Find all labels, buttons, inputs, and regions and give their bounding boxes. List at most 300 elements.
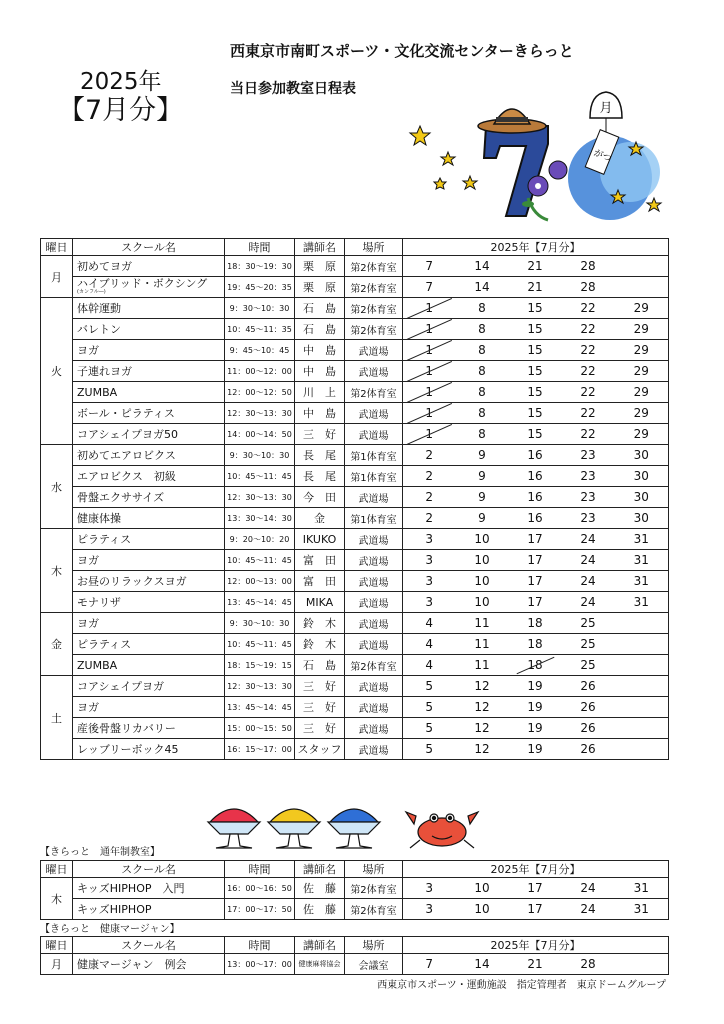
class-name-cell <box>73 340 225 361</box>
class-name: ピラティス <box>77 637 132 651</box>
table-row <box>41 676 669 697</box>
class-name: ZUMBA <box>77 385 118 399</box>
date-cell: 8 <box>456 424 509 445</box>
class-name-cell <box>73 954 225 975</box>
class-name: 初めてヨガ <box>77 259 132 273</box>
date-cell: 26 <box>562 697 615 718</box>
place-cell: 第1体育室 <box>345 466 403 487</box>
class-name-cell <box>73 739 225 760</box>
date-cell: 12 <box>456 718 509 739</box>
place-cell: 武道場 <box>345 613 403 634</box>
place-cell: 第2体育室 <box>345 319 403 340</box>
date-cell <box>615 676 669 697</box>
instructor-cell: 三 好 <box>295 676 345 697</box>
date-cell: 19 <box>509 697 562 718</box>
date-cell: 24 <box>562 878 615 899</box>
table-row <box>41 739 669 760</box>
header-time: 時間 <box>225 937 295 954</box>
date-cell: 10 <box>456 550 509 571</box>
date-cell: 24 <box>562 550 615 571</box>
date-cell: 23 <box>562 445 615 466</box>
date-cell: 4 <box>403 655 456 676</box>
time-cell: 18：15～19：15 <box>225 655 295 676</box>
date-cell: 16 <box>509 487 562 508</box>
date-cell: 15 <box>509 361 562 382</box>
place-cell: 武道場 <box>345 697 403 718</box>
date-cell: 9 <box>456 445 509 466</box>
header-place: 場所 <box>345 861 403 878</box>
date-cell: 8 <box>456 340 509 361</box>
number-seven-shape <box>484 126 548 216</box>
place-cell: 武道場 <box>345 529 403 550</box>
place-cell: 武道場 <box>345 340 403 361</box>
header-instructor: 講師名 <box>295 239 345 256</box>
header-dates: 2025年【7月分】 <box>403 861 669 878</box>
date-cell: 12 <box>456 739 509 760</box>
class-name-cell <box>73 487 225 508</box>
instructor-cell: 佐 藤 <box>295 878 345 899</box>
date-cell: 2 <box>403 445 456 466</box>
class-name: 子連れヨガ <box>77 364 132 378</box>
date-cell: 29 <box>615 319 669 340</box>
date-cell: 21 <box>509 954 562 975</box>
class-name: 骨盤エクササイズ <box>77 490 165 504</box>
date-cell: 30 <box>615 466 669 487</box>
date-cell: 14 <box>456 277 509 298</box>
class-subtitle: (カンフル―) <box>77 289 106 295</box>
time-cell: 9：30～10：30 <box>225 613 295 634</box>
date-cell: 23 <box>562 466 615 487</box>
table-row <box>41 424 669 445</box>
date-cell: 15 <box>509 424 562 445</box>
instructor-cell: 中 島 <box>295 361 345 382</box>
date-cell: 17 <box>509 571 562 592</box>
instructor-cell: 富 田 <box>295 550 345 571</box>
date-cell <box>615 739 669 760</box>
date-cell: 25 <box>562 655 615 676</box>
date-cell: 5 <box>403 718 456 739</box>
date-cell <box>615 718 669 739</box>
class-name: ZUMBA <box>77 658 118 672</box>
place-cell: 武道場 <box>345 634 403 655</box>
class-name-cell <box>73 697 225 718</box>
instructor-cell: 鈴 木 <box>295 613 345 634</box>
header-dates: 2025年【7月分】 <box>403 239 669 256</box>
class-name: キッズHIPHOP <box>77 902 152 916</box>
class-name: ピラティス <box>77 532 132 546</box>
bell-label: 月 <box>599 101 613 116</box>
date-cell: 24 <box>562 592 615 613</box>
date-cell: 31 <box>615 550 669 571</box>
page-subtitle: 当日参加教室日程表 <box>230 81 356 97</box>
time-cell: 12：30～13：30 <box>225 487 295 508</box>
instructor-cell: 三 好 <box>295 424 345 445</box>
class-name-cell <box>73 718 225 739</box>
date-cell: 3 <box>403 878 456 899</box>
date-cell: 29 <box>615 298 669 319</box>
date-cell: 28 <box>562 277 615 298</box>
instructor-cell: 栗 原 <box>295 256 345 277</box>
time-cell: 13：45～14：45 <box>225 697 295 718</box>
date-cell-cancelled: 1 <box>403 424 456 445</box>
place-cell: 第2体育室 <box>345 298 403 319</box>
place-cell: 会議室 <box>345 954 403 975</box>
date-cell: 15 <box>509 403 562 424</box>
date-cell: 4 <box>403 634 456 655</box>
class-name: ヨガ <box>77 343 99 357</box>
instructor-cell: 健康麻将協会 <box>295 954 345 975</box>
date-cell: 3 <box>403 899 456 920</box>
mahjong-section-title: 【きらっと 健康マージャン】 <box>40 924 180 935</box>
table-row <box>41 298 669 319</box>
table-row <box>41 445 669 466</box>
date-cell: 29 <box>615 424 669 445</box>
date-cell: 22 <box>562 340 615 361</box>
date-cell: 2 <box>403 508 456 529</box>
class-name-cell <box>73 424 225 445</box>
date-cell: 29 <box>615 361 669 382</box>
date-cell <box>615 613 669 634</box>
table-row <box>41 655 669 676</box>
time-cell: 12：30～13：30 <box>225 676 295 697</box>
date-cell: 5 <box>403 697 456 718</box>
header-class: スクール名 <box>73 239 225 256</box>
class-name-cell <box>73 256 225 277</box>
class-name: コアシェイプヨガ50 <box>77 427 179 441</box>
place-cell: 第2体育室 <box>345 382 403 403</box>
time-cell: 16：00～16：50 <box>225 878 295 899</box>
date-cell: 15 <box>509 298 562 319</box>
table-row <box>41 718 669 739</box>
day-cell: 土 <box>41 676 73 760</box>
place-cell: 武道場 <box>345 403 403 424</box>
date-cell: 31 <box>615 592 669 613</box>
instructor-cell: 鈴 木 <box>295 634 345 655</box>
date-cell: 18 <box>509 634 562 655</box>
instructor-cell: スタッフ <box>295 739 345 760</box>
date-cell: 11 <box>456 655 509 676</box>
class-name-cell <box>73 878 225 899</box>
day-cell: 月 <box>41 954 73 975</box>
table-row <box>41 550 669 571</box>
header-day: 曜日 <box>41 239 73 256</box>
header-place: 場所 <box>345 239 403 256</box>
date-cell: 19 <box>509 739 562 760</box>
date-cell: 3 <box>403 529 456 550</box>
time-cell: 10：45～11：45 <box>225 634 295 655</box>
date-cell: 26 <box>562 718 615 739</box>
month-label: 【7月分】 <box>58 95 184 126</box>
date-cell: 5 <box>403 739 456 760</box>
place-cell: 武道場 <box>345 718 403 739</box>
date-cell: 23 <box>562 487 615 508</box>
class-name: エアロビクス 初級 <box>77 469 176 483</box>
class-name-cell <box>73 508 225 529</box>
class-name: 産後骨盤リカバリー <box>77 721 176 735</box>
date-cell-cancelled: 18 <box>509 655 562 676</box>
center-name: 西東京市南町スポーツ・文化交流センターきらっと <box>230 42 574 60</box>
instructor-cell: 長 尾 <box>295 466 345 487</box>
class-name-cell <box>73 899 225 920</box>
instructor-cell: 石 島 <box>295 319 345 340</box>
table-row <box>41 697 669 718</box>
class-name: バレトン <box>77 322 121 336</box>
class-name-cell <box>73 445 225 466</box>
place-cell: 武道場 <box>345 739 403 760</box>
date-cell: 16 <box>509 466 562 487</box>
date-cell: 7 <box>403 277 456 298</box>
time-cell: 16：15～17：00 <box>225 739 295 760</box>
date-cell: 24 <box>562 571 615 592</box>
header-row <box>41 937 669 954</box>
date-cell: 3 <box>403 571 456 592</box>
table-row <box>41 634 669 655</box>
date-cell: 9 <box>456 508 509 529</box>
date-cell: 28 <box>562 256 615 277</box>
table-row <box>41 487 669 508</box>
tanabata-illustration <box>408 86 668 230</box>
instructor-cell: 中 島 <box>295 403 345 424</box>
table-row <box>41 340 669 361</box>
header-place: 場所 <box>345 937 403 954</box>
table-row <box>41 613 669 634</box>
place-cell: 武道場 <box>345 592 403 613</box>
date-cell: 17 <box>509 899 562 920</box>
header-class: スクール名 <box>73 861 225 878</box>
date-cell: 17 <box>509 529 562 550</box>
table-row <box>41 508 669 529</box>
date-cell: 31 <box>615 571 669 592</box>
header-time: 時間 <box>225 861 295 878</box>
date-cell: 15 <box>509 319 562 340</box>
time-cell: 12：00～12：50 <box>225 382 295 403</box>
date-cell-cancelled: 1 <box>403 298 456 319</box>
date-cell: 17 <box>509 592 562 613</box>
instructor-cell: 金 <box>295 508 345 529</box>
time-cell: 13：30～14：30 <box>225 508 295 529</box>
day-cell: 金 <box>41 613 73 676</box>
class-name-cell <box>73 319 225 340</box>
class-name: ヨガ <box>77 553 99 567</box>
place-cell: 武道場 <box>345 550 403 571</box>
crab-icon <box>406 812 478 848</box>
class-name-cell <box>73 382 225 403</box>
class-name: ボール・ピラティス <box>77 406 175 420</box>
day-cell: 水 <box>41 445 73 529</box>
time-cell: 17：00～17：50 <box>225 899 295 920</box>
place-cell: 第1体育室 <box>345 445 403 466</box>
day-cell: 火 <box>41 298 73 445</box>
regular-schedule-table <box>40 860 669 920</box>
class-name: キッズHIPHOP 入門 <box>77 881 185 895</box>
footer-note: 西東京市スポーツ・運動施設 指定管理者 東京ドームグループ <box>377 980 666 991</box>
date-cell <box>615 697 669 718</box>
class-name: ヨガ <box>77 700 99 714</box>
class-name: 健康マージャン 例会 <box>77 957 187 971</box>
day-cell: 木 <box>41 529 73 613</box>
date-cell: 31 <box>615 899 669 920</box>
place-cell: 第2体育室 <box>345 878 403 899</box>
date-cell: 22 <box>562 319 615 340</box>
place-cell: 第2体育室 <box>345 899 403 920</box>
instructor-cell: IKUKO <box>295 529 345 550</box>
date-cell: 5 <box>403 676 456 697</box>
date-cell-cancelled: 1 <box>403 361 456 382</box>
date-cell: 8 <box>456 403 509 424</box>
date-cell: 10 <box>456 878 509 899</box>
date-cell: 30 <box>615 508 669 529</box>
date-cell: 8 <box>456 298 509 319</box>
place-cell: 武道場 <box>345 676 403 697</box>
date-cell: 9 <box>456 466 509 487</box>
date-cell-cancelled: 1 <box>403 382 456 403</box>
date-cell: 22 <box>562 403 615 424</box>
instructor-cell: 石 島 <box>295 655 345 676</box>
time-cell: 11：00～12：00 <box>225 361 295 382</box>
instructor-cell: MIKA <box>295 592 345 613</box>
header-instructor: 講師名 <box>295 861 345 878</box>
header-row <box>41 239 669 256</box>
place-cell: 第2体育室 <box>345 277 403 298</box>
table-row <box>41 954 669 975</box>
date-cell: 31 <box>615 529 669 550</box>
time-cell: 10：45～11：45 <box>225 466 295 487</box>
date-cell: 26 <box>562 739 615 760</box>
class-name-cell <box>73 634 225 655</box>
table-row <box>41 571 669 592</box>
date-cell: 21 <box>509 256 562 277</box>
date-cell: 29 <box>615 382 669 403</box>
date-cell: 8 <box>456 361 509 382</box>
hat-band <box>496 117 528 122</box>
class-name-cell <box>73 361 225 382</box>
table-row <box>41 878 669 899</box>
place-cell: 第1体育室 <box>345 508 403 529</box>
class-name-cell <box>73 529 225 550</box>
date-cell: 31 <box>615 878 669 899</box>
year-label: 2025年 <box>80 69 162 95</box>
place-cell: 武道場 <box>345 361 403 382</box>
time-cell: 9：30～10：30 <box>225 445 295 466</box>
date-cell: 4 <box>403 613 456 634</box>
header-time: 時間 <box>225 239 295 256</box>
table-row <box>41 899 669 920</box>
table-row <box>41 592 669 613</box>
class-name: ヨガ <box>77 616 99 630</box>
date-cell: 15 <box>509 340 562 361</box>
table-row <box>41 529 669 550</box>
class-name-cell <box>73 676 225 697</box>
instructor-cell: 栗 原 <box>295 277 345 298</box>
day-cell: 月 <box>41 256 73 298</box>
place-cell: 武道場 <box>345 487 403 508</box>
instructor-cell: 川 上 <box>295 382 345 403</box>
date-cell: 25 <box>562 634 615 655</box>
time-cell: 19：45～20：35 <box>225 277 295 298</box>
date-cell: 30 <box>615 487 669 508</box>
header-dates: 2025年【7月分】 <box>403 937 669 954</box>
class-name: モナリザ <box>77 595 121 609</box>
date-cell: 19 <box>509 676 562 697</box>
time-cell: 15：00～15：50 <box>225 718 295 739</box>
regular-section-title: 【きらっと 通年制教室】 <box>40 847 160 858</box>
class-name-cell <box>73 571 225 592</box>
date-cell: 30 <box>615 445 669 466</box>
time-cell: 18：30～19：30 <box>225 256 295 277</box>
date-cell: 14 <box>456 954 509 975</box>
class-name: コアシェイプヨガ <box>77 679 165 693</box>
date-cell: 7 <box>403 954 456 975</box>
date-cell: 24 <box>562 899 615 920</box>
date-cell: 22 <box>562 361 615 382</box>
table-row <box>41 403 669 424</box>
date-cell: 10 <box>456 592 509 613</box>
date-cell <box>615 954 669 975</box>
date-cell: 16 <box>509 445 562 466</box>
place-cell: 第2体育室 <box>345 655 403 676</box>
header-class: スクール名 <box>73 937 225 954</box>
time-cell: 9：30～10：30 <box>225 298 295 319</box>
date-cell: 10 <box>456 571 509 592</box>
place-cell: 武道場 <box>345 571 403 592</box>
date-cell: 22 <box>562 382 615 403</box>
instructor-cell: 佐 藤 <box>295 899 345 920</box>
time-cell: 10：45～11：35 <box>225 319 295 340</box>
instructor-cell: 今 田 <box>295 487 345 508</box>
date-cell: 23 <box>562 508 615 529</box>
table-row <box>41 319 669 340</box>
date-cell: 14 <box>456 256 509 277</box>
class-name-cell <box>73 613 225 634</box>
date-cell: 16 <box>509 508 562 529</box>
mahjong-schedule-table <box>40 936 669 975</box>
shaved-ice-icons <box>208 809 380 848</box>
date-cell: 29 <box>615 403 669 424</box>
table-row <box>41 277 669 298</box>
place-cell: 第2体育室 <box>345 256 403 277</box>
class-name-cell <box>73 655 225 676</box>
time-cell: 14：00～14：50 <box>225 424 295 445</box>
date-cell: 17 <box>509 550 562 571</box>
date-cell-cancelled: 1 <box>403 340 456 361</box>
class-name-cell <box>73 466 225 487</box>
time-cell: 12：30～13：30 <box>225 403 295 424</box>
class-name: ハイブリッド・ボクシング <box>77 277 208 290</box>
date-cell: 29 <box>615 340 669 361</box>
date-cell: 8 <box>456 319 509 340</box>
date-cell: 21 <box>509 277 562 298</box>
summer-illustrations <box>206 798 496 856</box>
table-row <box>41 256 669 277</box>
date-cell: 9 <box>456 487 509 508</box>
date-cell: 25 <box>562 613 615 634</box>
date-cell: 8 <box>456 382 509 403</box>
date-cell: 10 <box>456 529 509 550</box>
place-cell: 武道場 <box>345 424 403 445</box>
instructor-cell: 石 島 <box>295 298 345 319</box>
instructor-cell: 三 好 <box>295 697 345 718</box>
date-cell: 15 <box>509 382 562 403</box>
time-cell: 13：45～14：45 <box>225 592 295 613</box>
date-cell-cancelled: 1 <box>403 319 456 340</box>
header-day: 曜日 <box>41 937 73 954</box>
class-name-cell <box>73 592 225 613</box>
date-cell: 7 <box>403 256 456 277</box>
date-cell: 3 <box>403 550 456 571</box>
date-cell <box>615 634 669 655</box>
instructor-cell: 長 尾 <box>295 445 345 466</box>
table-row <box>41 466 669 487</box>
